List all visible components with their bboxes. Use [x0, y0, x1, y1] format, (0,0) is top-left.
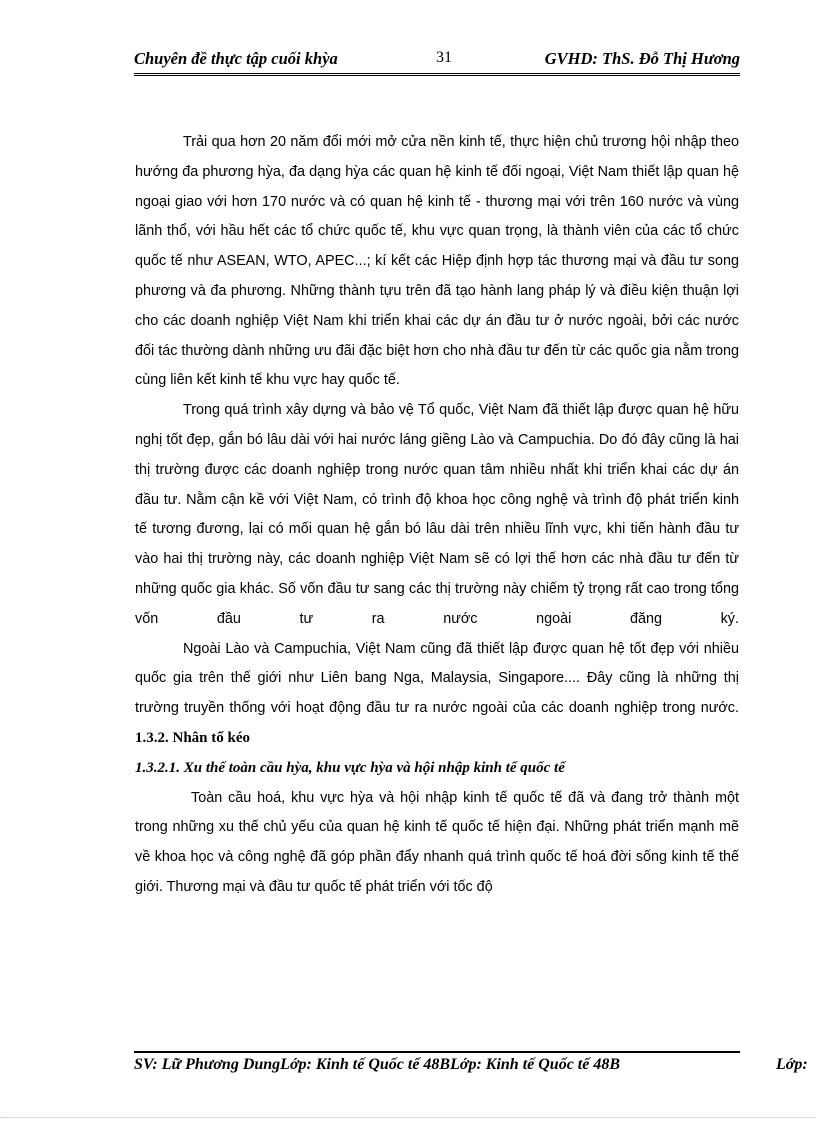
footer-divider: [134, 1051, 740, 1053]
page-edge-divider: [0, 1117, 816, 1118]
body-paragraph: Ngoài Lào và Campuchia, Việt Nam cũng đã thiết lập được quan hệ tốt đẹp với nhiều quốc gia trên thế giới như Liên bang Nga, Malaysia, Singapore.... Đây cũng là những thị trường truyền thống với hoạt động đầu tư ra nước ngoài của các doanh nghiệp trong nước.: [135, 640, 739, 717]
body-paragraph: Toàn cầu hoá, khu vực hỳa và hội nhập kinh tế quốc tế đã và đang trở thành một trong những xu thế chủ yếu của quan hệ kinh tế quốc tế hiện đại. Những phát triển mạnh mẽ về khoa học và công nghệ đã góp phần đẩy nhanh quá trình quốc tế hoá đời sống kinh tế thế giới. Thương mại và đầu tư quốc tế phát triển với tốc độ: [135, 789, 739, 895]
body-paragraph: Trải qua hơn 20 năm đổi mới mở cửa nền kinh tế, thực hiện chủ trương hội nhập theo hướng đa phương hỳa, đa dạng hỳa các quan hệ kinh tế đối ngoại, Việt Nam thiết lập quan hệ ngoại giao với hơn 170 nước và có quan hệ kinh tế - thương mại với trên 160 nước và vùng lãnh thổ, với hầu hết các tổ chức quốc tế, khu vực quan trọng, là thành viên của các tổ chức quốc tế như ASEAN, WTO, APEC...; kí kết các Hiệp định hợp tác thương mại và đầu tư song phương và đa phương. Những thành tựu trên đã tạo hành lang pháp lý và điều kiện thuận lợi cho các doanh nghiệp Việt Nam khi triển khai các dự án đầu tư ở nước ngoài, bởi các nước đối tác thường dành những ưu đãi đặc biệt hơn cho nhà đầu tư đến từ các quốc gia nằm trong cùng liên kết kinh tế khu vực hay quốc tế.: [135, 134, 739, 389]
header-divider: [134, 73, 740, 76]
header-title: Chuyên đề thực tập cuối khỳa: [134, 49, 338, 68]
header-advisor: GVHD: ThS. Đỗ Thị Hương: [544, 49, 740, 68]
document-body: [135, 128, 739, 903]
section-heading: 1.3.2. Nhân tố kéo: [135, 729, 251, 746]
page-header: [134, 46, 740, 72]
footer-class-label: Lớp:: [776, 1056, 808, 1073]
page-number: 31: [436, 49, 452, 66]
page-footer: [134, 1056, 816, 1080]
body-paragraph: Trong quá trình xây dựng và bảo vệ Tổ quốc, Việt Nam đã thiết lập được quan hệ hữu nghị tốt đẹp, gắn bó lâu dài với hai nước láng giềng Lào và Campuchia. Do đó đây cũng là hai thị trường được các doanh nghiệp trong nước quan tâm nhiều nhất khi triển khai các dự án đầu tư. Nằm cận kề với Việt Nam, có trình độ khoa học công nghệ và trình độ phát triển kinh tế tương đương, lại có mối quan hệ gắn bó lâu dài trên nhiều lĩnh vực, khi tiến hành đầu tư vào hai thị trường này, các doanh nghiệp Việt Nam sẽ có lợi thế hơn các nhà đầu tư đến từ những quốc gia khác. Số vốn đầu tư sang các thị trường này chiếm tỷ trọng rất cao trong tổng vốn đầu tư ra nước ngoài đăng ký.: [135, 402, 739, 627]
footer-student-info: SV: Lữ Phương DungLớp: Kinh tế Quốc tế 48BLớp: Kinh tế Quốc tế 48B: [134, 1056, 621, 1073]
subsection-heading: 1.3.2.1. Xu thế toàn cầu hỳa, khu vực hỳa và hội nhập kinh tế quốc tế: [135, 759, 565, 776]
